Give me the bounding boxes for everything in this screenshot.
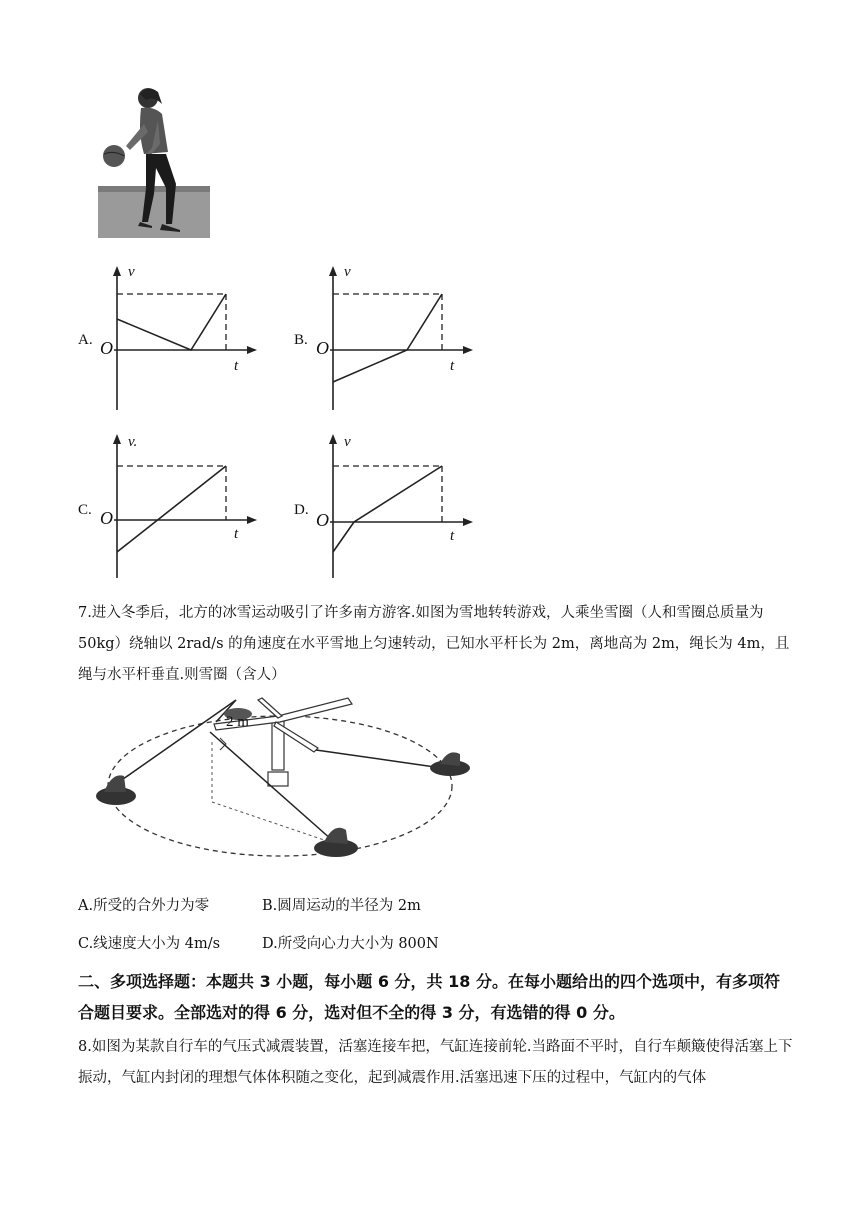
t-axis-label: t [450, 528, 455, 544]
question-8-text: 8.如图为某款自行车的气压式减震装置，活塞连接车把，气缸连接前轮.当路面不平时，自行车颠簸使得活塞上下振动，气缸内封闭的理想气体体积随之变化，起到减震作用.活塞迅速下压的过程中，气缸内的气体 [78, 1039, 793, 1086]
q7-option-c: C.线速度大小为 4m/s [78, 936, 221, 952]
v-axis-label: v [344, 434, 351, 450]
section-2-heading: 二、多项选择题：本题共 3 小题，每小题 6 分，共 18 分。在每小题给出的四个选项中，有多项符合题目要求。全部选对的得 6 分，选对但不全的得 3 分，有选错的得 0 分。 [78, 972, 780, 1022]
option-d-label: D. [294, 502, 309, 518]
origin-label: O [316, 510, 329, 530]
v-axis-label: v. [128, 434, 138, 450]
question-7-text: 7.进入冬季后，北方的冰雪运动吸引了许多南方游客.如图为雪地转转游戏，人乘坐雪圈（人和雪圈总质量为 50kg）绕轴以 2rad/s 的角速度在水平雪地上匀速转动，已知水平杆长为 2m，离地高为 2m，绳长为 4m，且绳与水平杆垂直.则雪圈（含人） [78, 605, 790, 683]
v-axis-label: v [128, 264, 135, 280]
t-axis-label: t [234, 526, 239, 542]
origin-label: O [100, 338, 113, 358]
t-axis-label: t [234, 358, 239, 374]
snow-ride-figure [90, 692, 490, 868]
option-d-graph [292, 432, 482, 582]
q7-option-a: A.所受的合外力为零 [78, 898, 210, 914]
q7-option-d: D.所受向心力大小为 800N [262, 936, 439, 952]
option-b-label: B. [294, 332, 308, 348]
option-c-label: C. [78, 502, 92, 518]
v-axis-label: v [344, 264, 351, 280]
option-b-graph [292, 264, 482, 414]
origin-label: O [316, 338, 329, 358]
origin-label: O [100, 508, 113, 528]
option-c-graph [76, 432, 266, 582]
q7-option-b: B.圆周运动的半径为 2m [262, 898, 421, 914]
option-a-graph [76, 264, 266, 414]
t-axis-label: t [450, 358, 455, 374]
option-a-label: A. [78, 332, 93, 348]
rod-length-label: 2 m [226, 714, 249, 730]
basketball-photo [96, 84, 212, 240]
